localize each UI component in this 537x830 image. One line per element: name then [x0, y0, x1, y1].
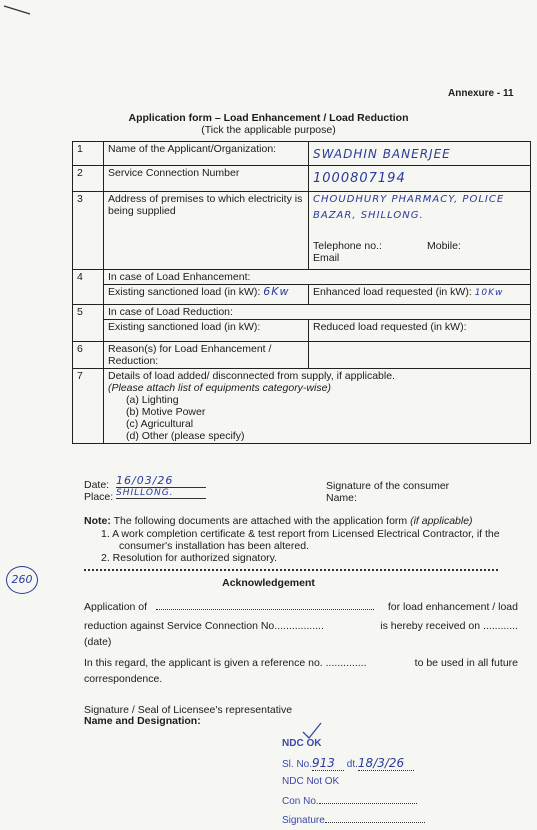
licensee-signature-label: Signature / Seal of Licensee's representative [84, 704, 293, 716]
form-subtitle: (Tick the applicable purpose) [201, 124, 336, 136]
stamp-serial: Sl. No.913 dt.18/3/26 [282, 756, 414, 771]
table-row [73, 369, 531, 444]
margin-circled-number: 260 [6, 566, 38, 594]
ack-line: Application of for load enhancement / load [84, 601, 518, 613]
table-row [73, 166, 531, 192]
mobile-label: Mobile: [427, 240, 461, 252]
reduction-heading: In case of Load Reduction: [104, 305, 531, 320]
place-value[interactable]: SHILLONG. [116, 488, 206, 499]
stamp-con-no: Con No. [282, 796, 417, 807]
ack-line: In this regard, the applicant is given a reference no. .............. to be used in all future [84, 657, 518, 669]
row-number: 3 [73, 192, 104, 270]
stamp-ndc-not-ok: NDC Not OK [282, 776, 340, 787]
row-number: 6 [73, 342, 104, 369]
applicant-label: Name of the Applicant/Organization: [104, 142, 309, 166]
application-table [72, 141, 531, 444]
reason-value[interactable] [309, 342, 531, 369]
note-item-1: 1. A work completion certificate & test report from Licensed Electrical Contractor, if the consumer's installation has been altered. [101, 528, 500, 552]
address-line-1: CHOUDHURY PHARMACY, POLICE [313, 194, 505, 205]
annexure-label: Annexure - 11 [448, 88, 514, 99]
load-details-note: (Please attach list of equipments category-wise) [108, 382, 331, 394]
table-row [73, 192, 531, 270]
note-line: Note: The following documents are attached with the application form (if applicable) [84, 515, 473, 527]
reduced-load-cell[interactable]: Reduced load requested (in kW): [309, 320, 531, 342]
table-row [73, 342, 531, 369]
telephone-label: Telephone no.: [313, 240, 382, 252]
address-line-2: BAZAR, SHILLONG. [313, 210, 424, 221]
table-row [73, 320, 531, 342]
reason-label: Reason(s) for Load Enhancement / Reduction: [104, 342, 309, 369]
row-number: 5 [73, 305, 104, 342]
ack-heading: Acknowledgement [222, 577, 315, 589]
email-label: Email [313, 252, 340, 264]
address-label: Address of premises to which electricity is being supplied [104, 192, 309, 270]
existing-load-cell[interactable]: Existing sanctioned load (in kW): 6Kw [104, 285, 309, 305]
place-label: Place: [84, 491, 114, 503]
load-item: (d) Other (please specify) [126, 430, 245, 442]
note-item-2: 2. Resolution for authorized signatory. [101, 552, 278, 564]
date-value[interactable]: 16/03/26 [116, 474, 206, 488]
load-item: (c) Agricultural [126, 418, 194, 430]
consumer-signature-label: Signature of the consumer [326, 480, 450, 492]
row-number: 7 [73, 369, 104, 444]
date-label: Date: [84, 479, 110, 491]
load-item: (b) Motive Power [126, 406, 206, 418]
table-row [73, 270, 531, 285]
consumer-name-label: Name: [326, 492, 357, 504]
name-designation-label: Name and Designation: [84, 715, 201, 727]
ack-line: correspondence. [84, 673, 163, 685]
table-row [73, 285, 531, 305]
stamp-signature: Signature [282, 815, 425, 826]
divider [84, 569, 498, 571]
address-value[interactable] [309, 192, 531, 270]
existing-load-reduction-cell[interactable]: Existing sanctioned load (in kW): [104, 320, 309, 342]
form-title: Application form – Load Enhancement / Load Reduction [128, 112, 409, 124]
row-number: 1 [73, 142, 104, 166]
enhanced-load-cell[interactable]: Enhanced load requested (in kW): 10Kw [309, 285, 531, 305]
row-number: 4 [73, 270, 104, 305]
load-item: (a) Lighting [126, 394, 179, 406]
load-details-cell [104, 369, 531, 444]
existing-load-value: 6Kw [263, 285, 290, 298]
table-row [73, 142, 531, 166]
ack-date-label: (date) [84, 636, 112, 648]
table-row [73, 305, 531, 320]
stamp-ndc-ok: NDC OK [282, 738, 322, 749]
row-number: 2 [73, 166, 104, 192]
ack-line: reduction against Service Connection No................. is hereby received on ............ [84, 620, 518, 632]
enhanced-load-value: 10Kw [474, 288, 504, 298]
load-details-label: Details of load added/ disconnected from supply, if applicable. [108, 370, 395, 382]
service-connection-value[interactable]: 1000807194 [309, 166, 531, 192]
note-label: Note: [84, 515, 111, 527]
service-connection-label: Service Connection Number [104, 166, 309, 192]
applicant-name-value[interactable]: SWADHIN BANERJEE [309, 142, 531, 166]
corner-mark [0, 0, 40, 20]
enhancement-heading: In case of Load Enhancement: [104, 270, 531, 285]
